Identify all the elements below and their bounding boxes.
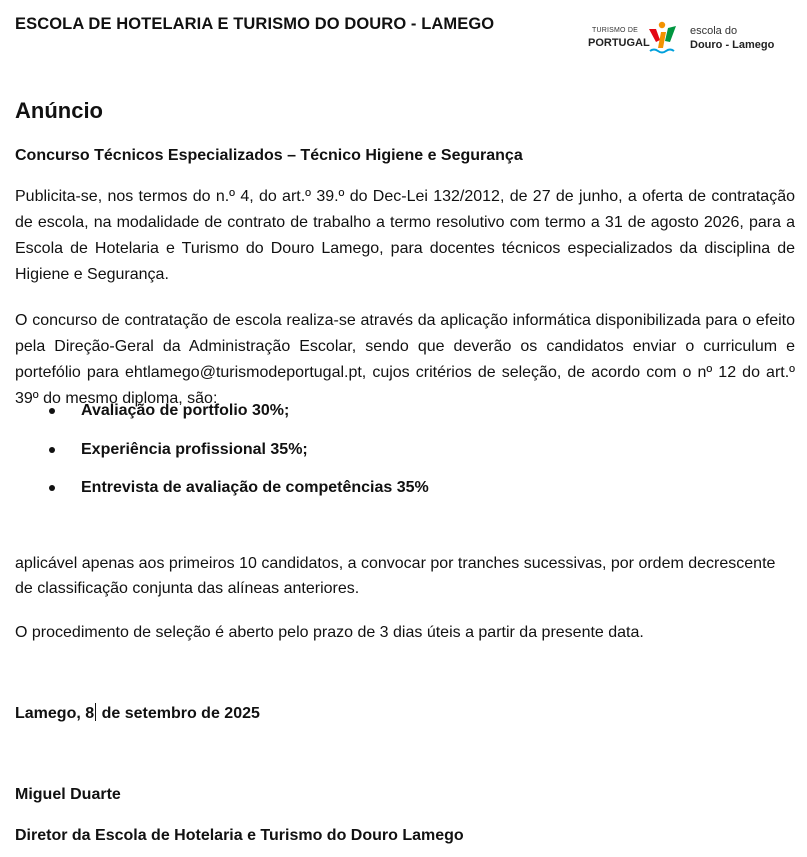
logo-escola-do-text: escola do: [690, 25, 738, 37]
paragraph-deadline: O procedimento de seleção é aberto pelo prazo de 3 dias úteis a partir da presente data.: [15, 624, 644, 641]
signatory-name: Miguel Duarte: [15, 786, 121, 803]
list-item: [15, 439, 795, 478]
turismo-portugal-logo: [588, 18, 788, 58]
logo-douro-lamego-text: Douro - Lamego: [690, 39, 775, 51]
logo-turismo-de-text: TURISMO DE: [592, 27, 638, 34]
list-item: [15, 477, 795, 516]
paragraph-publication: Publicita-se, nos termos do n.º 4, do art.º 39.º do Dec-Lei 132/2012, de 27 de junho, a oferta de contratação de escola, na modalidade de contrato de trabalho a termo resolutivo com termo a 31 de agosto 2026, para a Escola de Hotelaria e Turismo do Douro Lamego, para docentes técnicos especializados da disciplina de Higiene e Segurança.: [15, 188, 795, 283]
school-name-header: ESCOLA DE HOTELARIA E TURISMO DO DOURO - LAMEGO: [15, 15, 495, 33]
selection-criteria-list: [15, 400, 795, 516]
criterion-interview: Entrevista de avaliação de competências 35%: [81, 479, 429, 496]
paragraph-applicability: aplicável apenas aos primeiros 10 candidatos, a convocar por tranches sucessivas, por ordem decrescente de classificação conjunta das alíneas anteriores.: [15, 555, 776, 597]
bullet-icon: [49, 485, 55, 491]
bullet-icon: [49, 408, 55, 414]
text-cursor: [95, 703, 96, 721]
document-subtitle: Concurso Técnicos Especializados – Técnico Higiene e Segurança: [15, 147, 523, 164]
document-title: Anúncio: [15, 98, 103, 123]
signatory-role: Diretor da Escola de Hotelaria e Turismo do Douro Lamego: [15, 827, 464, 844]
logo-portugal-text: PORTUGAL: [588, 37, 650, 49]
date-suffix: de setembro de 2025: [97, 705, 260, 722]
date-prefix: Lamego, 8: [15, 705, 95, 722]
criterion-experience: Experiência profissional 35%;: [81, 440, 308, 458]
document-date: [15, 703, 260, 723]
turismo-portugal-logo-icon: [646, 20, 680, 56]
paragraph-contest-process: O concurso de contratação de escola realiza-se através da aplicação informática disponibilizada para o efeito pela Direção-Geral da Administração Escolar, sendo que deverão os candidatos enviar o curriculum e portefólio para ehtlamego@turismodeportugal.pt, cujos critérios de seleção, de acordo com o nº 12 do art.º 39º do mesmo diploma, são:: [15, 312, 795, 407]
list-item: [15, 400, 795, 439]
bullet-icon: [49, 447, 55, 453]
criterion-portfolio: Avaliação de portfolio 30%;: [81, 402, 290, 419]
